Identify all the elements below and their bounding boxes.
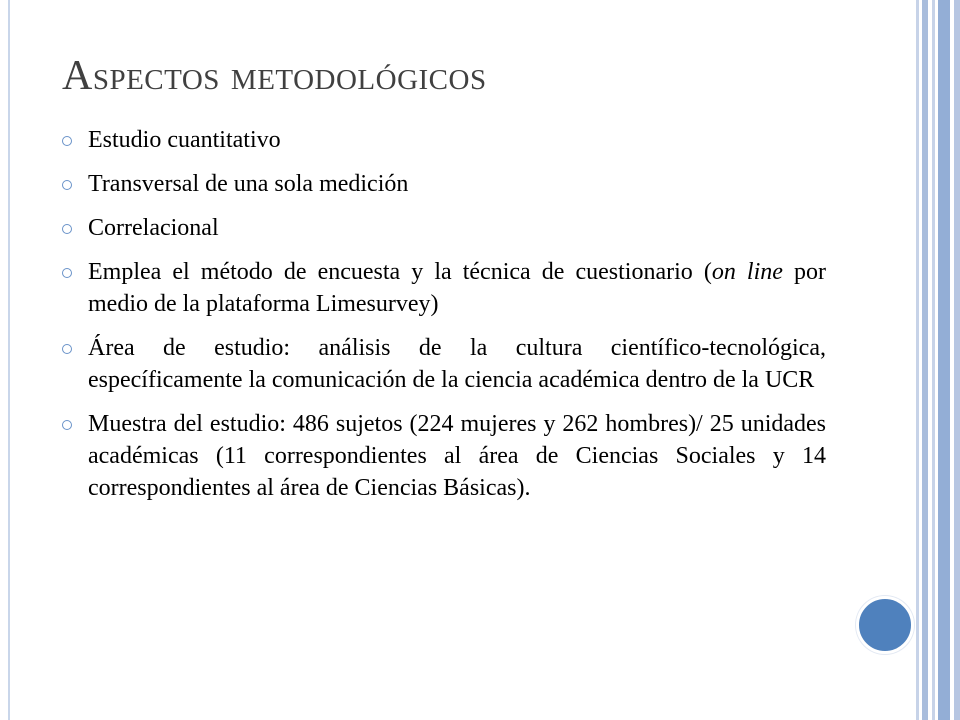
stripe [954, 0, 960, 720]
slide-title: Aspectos metodológicos [62, 53, 487, 99]
stripe [938, 0, 950, 720]
bullet-ring-icon [62, 344, 72, 354]
bullet-item [62, 168, 826, 200]
stripe [916, 0, 919, 720]
bullet-text: Transversal de una sola medición [88, 171, 409, 197]
bullet-ring-icon [62, 224, 72, 234]
bullet-item [62, 124, 826, 156]
bullet-text: Muestra del estudio: 486 sujetos (224 mujeres y 262 hombres)/ 25 unidades académicas (11 correspondientes al área de Ciencias Sociales y 14 correspondientes al área de Ciencias Básicas). [88, 411, 826, 501]
bullet-ring-icon [62, 180, 72, 190]
stripe [922, 0, 928, 720]
bullet-text: Correlacional [88, 215, 219, 241]
bullet-text-start: Emplea el método de encuesta y la técnica de cuestionario ( [88, 259, 712, 285]
bullet-text: Estudio cuantitativo [88, 127, 281, 153]
left-edge-line [8, 0, 10, 720]
bullet-item [62, 256, 826, 320]
bullet-list [62, 124, 826, 516]
bullet-ring-icon [62, 420, 72, 430]
bullet-text: Área de estudio: análisis de la cultura científico-tecnológica, específicamente la comunicación de la ciencia académica dentro de la UCR [88, 335, 826, 393]
bullet-item [62, 332, 826, 396]
bullet-text-end: por medio de la plataforma Limesurvey) [88, 259, 826, 317]
bullet-ring-icon [62, 268, 72, 278]
bullet-item [62, 408, 826, 504]
bullet-item [62, 212, 826, 244]
right-decorative-stripes [916, 0, 960, 720]
accent-circle [856, 596, 914, 654]
bullet-text-italic: on line [711, 259, 783, 285]
stripe [932, 0, 935, 720]
bullet-ring-icon [62, 136, 72, 146]
